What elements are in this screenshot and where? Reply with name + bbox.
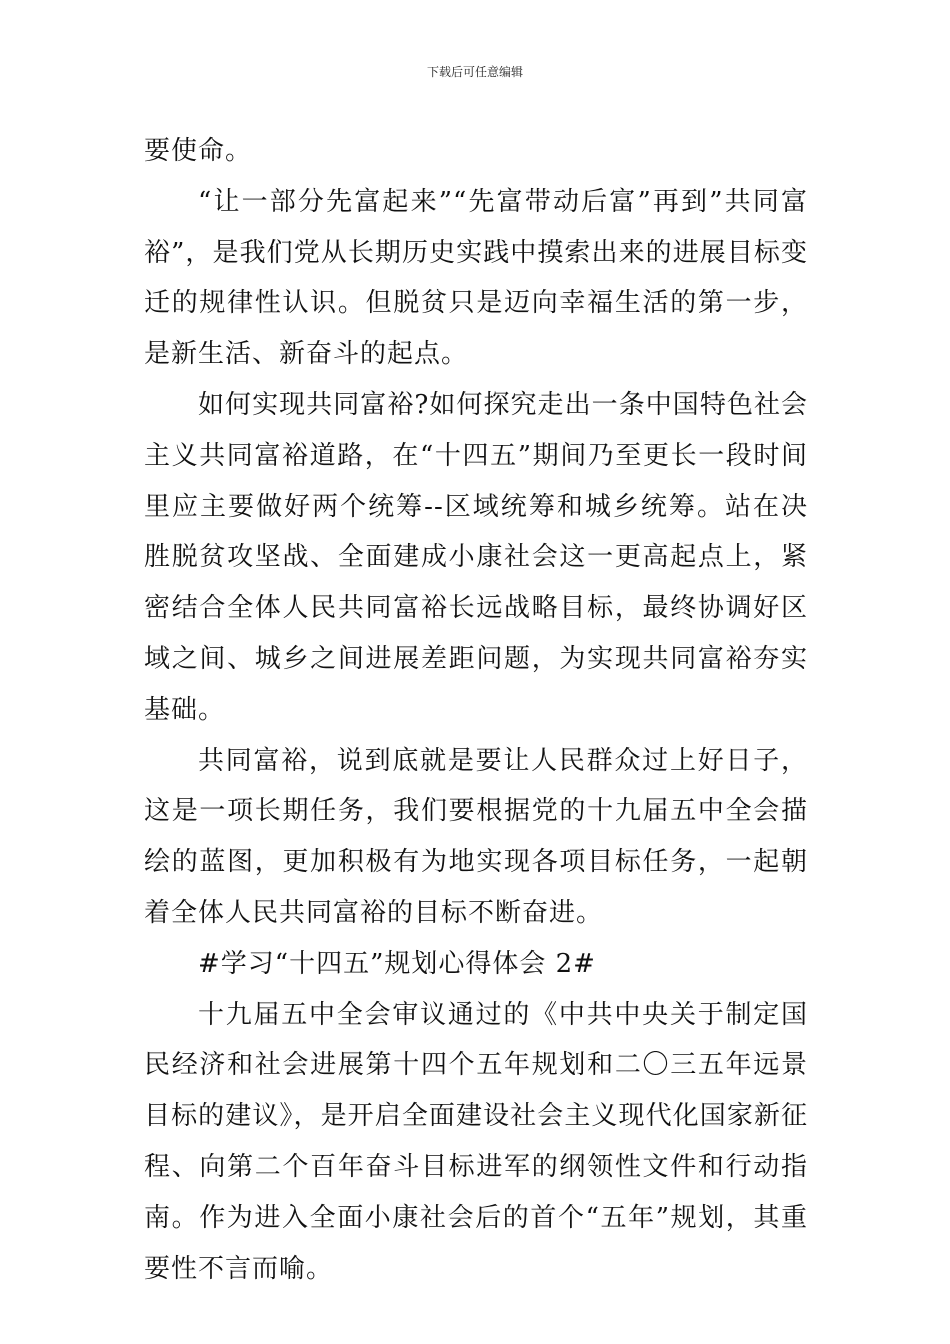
paragraph-1: 要使命。 — [144, 136, 253, 166]
paragraph-4: 共同富裕，说到底就是要让人民群众过上好日子，这是一项长期任务，我们要根据党的十九届五中全会描绘的蓝图，更加积极有为地实现各项目标任务，一起朝着全体人民共同富裕的目标不断奋进。 — [144, 745, 808, 928]
paragraph-5: 十九届五中全会审议通过的《中共中央关于制定国民经济和社会进展第十四个五年规划和二〇三五年远景目标的建议》，是开启全面建设社会主义现代化国家新征程、向第二个百年奋斗目标进军的纲领性文件和行动指南。作为进入全面小康社会后的首个“五年”规划，其重要性不言而喻。 — [144, 999, 808, 1284]
paragraph-3: 如何实现共同富裕?如何探究走出一条中国特色社会主义共同富裕道路，在“十四五”期间乃至更长一段时间里应主要做好两个统筹--区域统筹和城乡统筹。站在决胜脱贫攻坚战、全面建成小康社会这一更高起点上，紧密结合全体人民共同富裕长远战略目标，最终协调好区域之间、城乡之间进展差距问题，为实现共同富裕夯实基础。 — [144, 389, 808, 725]
page-header-note: 下载后可任意编辑 — [426, 65, 523, 79]
paragraph-2: “让一部分先富起来”“先富带动后富”再到”共同富裕”，是我们党从长期历史实践中摸索出来的进展目标变迁的规律性认识。但脱贫只是迈向幸福生活的第一步，是新生活、新奋斗的起点。 — [144, 186, 808, 370]
document-body — [144, 126, 808, 1294]
section-heading: #学习“十四五”规划心得体会 2# — [198, 948, 596, 979]
